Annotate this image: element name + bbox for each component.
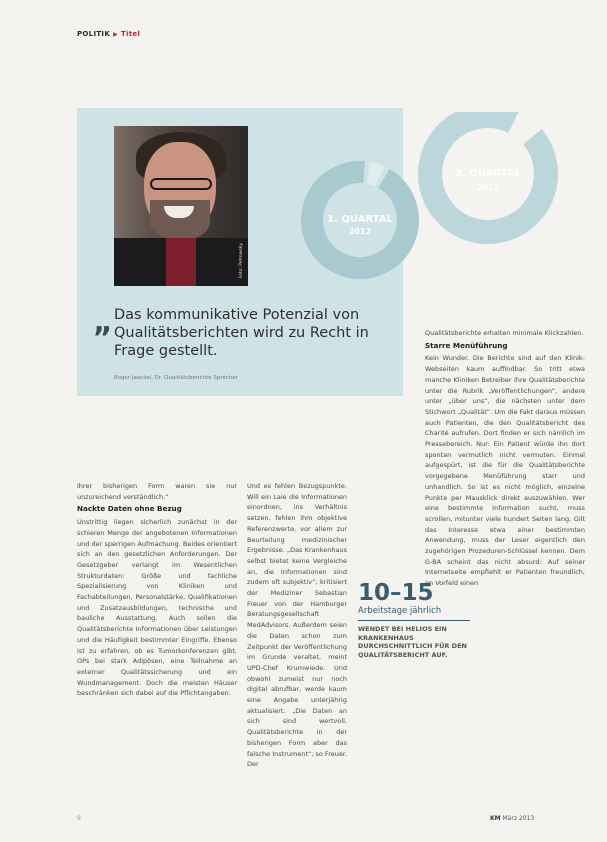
fact-description: WENDET BEI HELIOS EIN KRANKENHAUS DURCHSCHNITTLICH FÜR DEN QUALITÄTSBERICHT AUF.: [358, 625, 467, 659]
subheading-nackte-daten: Nackte Daten ohne Bezug: [77, 504, 182, 514]
donut-second-label: 2. QUARTAL: [455, 168, 521, 179]
text-column-3: [425, 328, 585, 589]
fact-unit: Arbeitstage jährlich: [358, 606, 470, 621]
column-3-intro: Qualitätsberichte erhalten minimale Klickzahlen.: [425, 329, 584, 337]
page-number: 9: [77, 815, 81, 822]
triangle-icon: ▶: [113, 31, 118, 38]
column-3-body: Kein Wunder. Die Berichte sind auf den Klinik-Webseiten kaum auffindbar. So tritt etwa manche Kliniken Betreiber ihre Qualitätsberichte unter die Rubrik „Veröffentlichungen“, andere unter „über uns“, die nächsten unter dem Stichwort „Qualität“. Um die Fakt daraus müssen auch Patienten, die den Qualitätsbericht des Charité aufrufen. Dort finden er sich nämlich im Pressebereich. Nur: Ein Patient würde ihn dort spontan vermutlich nicht vermuten. Einmal aufgespürt, ist die für die Qualitätsberichte vorgegebene Menüführung starr und unhandlich. So ist es nicht möglich, einzelne Punkte per Mausklick direkt auszuwählen. Wer eine bestimmte Information sucht, muss scrollen, mitunter viele hundert Seiten lang. Gilt das Interesse etwa einer bestimmten Anwendung, muss der Leser eigentlich den zugehörigen Prozeduren-Schlüssel kennen. Dem G-BA scheint das nicht absurd: Auf seiner Internetseite empfiehlt er Patienten freundlich, im Vorfeld einen: [425, 354, 585, 588]
photo-credit: Foto: Petrowsky: [239, 242, 244, 278]
donut-second-year: 2012: [476, 183, 500, 192]
subheading-starre-menuefuehrung: Starre Menüführung: [425, 340, 508, 350]
column-2-body: Und es fehlen Bezugspunkte. Will ein Laie die Informationen einordnen, ins Verhältnis setzen, fehlen ihm objektive Referenzwerte, vor allem zur Beurteilung medizinischer Ergebnisse. „Das Krankenhaus selbst bietet keine Vergleiche an, die Informationen sind zudem oft subjektiv“, kritisiert der Mediziner Sebastian Freuer von der Hamburger Beratungsgesellschaft MedAdvisors. Außerdem seien die Daten schon zum Zeitpunkt der Veröffentlichung im Grunde veraltet, meint UPD-Chef Krumwiede. Und obwohl zumeist nur noch digital abrufbar, werde kaum eine Angabe unterjährig aktualisiert. „Die Daten an sich sind wertvoll, Qualitätsberichte in der bisherigen Form aber das falsche Instrument“, so Freuer. Der: [247, 482, 347, 769]
text-column-1: [77, 481, 237, 699]
issue-date: März 2013: [502, 815, 535, 822]
quote-source: Roger Jaeckel, Dr. Qualitätsberichte Sprecher: [114, 375, 239, 381]
quarter-donuts: [300, 112, 570, 312]
portrait-photo: [114, 126, 248, 286]
donut-first-year: 2012: [348, 227, 372, 236]
pull-quote: Das kommunikative Potenzial von Qualitätsberichten wird zu Recht in Frage gestellt.: [114, 307, 369, 359]
brand-logo: KM: [490, 815, 501, 822]
donut-first-label: 1. QUARTAL: [327, 214, 393, 225]
section-header: [77, 30, 140, 38]
topic-label: Titel: [120, 30, 141, 38]
fact-box: [358, 580, 470, 659]
footer-brand: [490, 815, 534, 822]
column-1-body: Unstrittig liegen sicherlich zunächst in der schieren Menge der angebotenen Informationen und der sperrigen Aufmachung. Beides orientiert sich an den gesetzlichen Anforderungen. Der Gesetzgeber verlangt im Wesentlichen Strukturdaten: Größe und fachliche Spezialisierung von Kliniken und Fachabteilungen, Personalstärke, Qualifikationen und Zusatzausbildungen, technische und bauliche Ausstattung. Auch sollen die Qualitätsberichte Informationen über Leistungen und die Häufigkeit bestimmter Eingriffe. Ebenso ist zu erfahren, ob es Tumorkonferenzen gibt, OPs bei stark Adipösen, eine Teilnahme an externer Qualitätssicherung und ein Wundmanagement. Doch die meisten Häuser beschränken sich dabei auf die Pflichtangaben.: [77, 518, 237, 698]
fact-number: 10–15: [358, 580, 434, 606]
section-label: POLITIK: [77, 30, 111, 38]
quote-mark: „: [93, 305, 113, 340]
column-1-intro: ihrer bisherigen Form waren sie nur unzureichend verständlich.“: [77, 482, 237, 501]
